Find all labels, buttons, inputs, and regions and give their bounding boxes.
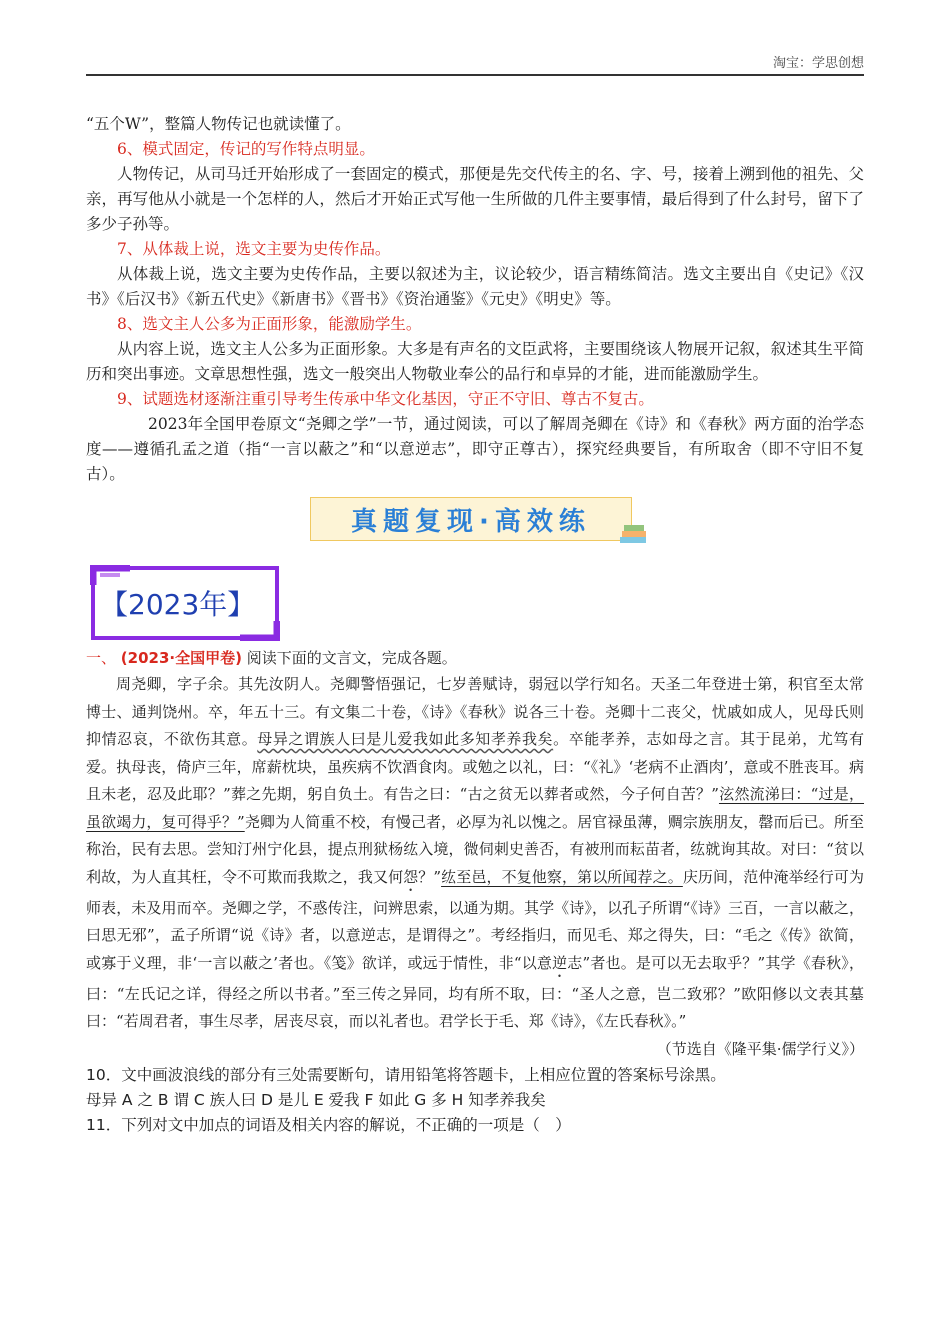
dotted-word-2: 逆	[552, 953, 568, 972]
intro-p6: 人物传记，从司马迁开始形成了一套固定的模式，那便是先交代传主的名、字、号，接着上溯到他的祖先、父亲，再写他从小就是一个怎样的人，然后才开始正式写他一生所做的几件主要事情，最后得到了什么封号，留下了多少子孙等。	[86, 165, 864, 233]
question-10: 10．文中画波浪线的部分有三处需要断句，请用铅笔将答题卡，上相应位置的答案标号涂黑。	[86, 1065, 726, 1084]
question-11: 11．下列对文中加点的词语及相关内容的解说，不正确的一项是（ ）	[86, 1115, 571, 1134]
passage-s4b: 志”者也。是可以无去取乎？”其学《春秋》，曰：“左氏记之详，得经之所以书者。”至三传之异同，均有所不取，曰：“圣人之意，岂二致邪？”欧阳修以文表其墓曰：“若周君者，事生尽孝，居丧尽哀，而以礼者也。君学长于毛、郑《诗》，《左氏春秋》。”	[86, 953, 864, 1030]
heading-6: 6、模式固定，传记的写作特点明显。	[117, 140, 375, 158]
intro-p0: “五个W”，整篇人物传记也就读懂了。	[86, 115, 351, 133]
passage-s3b: ？”	[418, 867, 442, 886]
heading-9: 9、试题选材逐渐注重引导考生传承中华文化基因，守正不守旧、尊古不复古。	[117, 390, 654, 408]
heading-7: 7、从体裁上说，选文主要为史传作品。	[117, 240, 391, 258]
passage-s3: 尧卿为人简重不校，有慢己者，必厚为礼以愧之。居官禄虽薄，赒宗族朋友，罄而后已。所至称治，民有去思。尝知汀州宁化县，提点刑狱杨纮入境，微伺刺史善否，有被刑而耘苗者，纮就询其故。对曰：“贫以利故，为人直其枉，令不可欺而我欺之，我又何	[86, 812, 864, 886]
books-icon	[618, 523, 650, 545]
source-note: （节选自《隆平集·儒学行义》）	[656, 1039, 864, 1058]
question-instruction: 阅读下面的文言文，完成各题。	[246, 649, 457, 667]
passage-s4: 庆历间，范仲淹举经行可为师表，未及用而卒。尧卿之学，不惑传注，问辨思索，以通为期。其学《诗》，以孔子所谓“《诗》三百，一言以蔽之，曰思无邪”，孟子所谓“说《诗》者，以意逆志，是谓得之”。考经指归，而见毛、郑之得失，曰：“毛之《传》欲简，或寡于义理，非‘一言以蔽之’者也。《笺》欲详，或远于情性，非“以意	[86, 867, 864, 972]
year-label: 【2023年】	[100, 588, 256, 621]
underline-1: 泫然流涕曰：“过是，虽欲竭力，复可得乎？”	[86, 785, 865, 831]
wavy-segment: 母异之谓族人曰是儿爱我如此多知孝养我矣	[257, 730, 554, 748]
passage-s2: 。卒能孝养，志如母之言。其于昆弟，尤笃有爱。执母丧，倚庐三年，席薪枕块，虽疾病不饮酒食肉。或勉之以礼，曰：“《礼》‘老病不止酒肉’，意或不胜丧耳。病且未老，忍及此耶？”葬之先期，躬自负土。有告之曰：“古之贫无以葬者或然，今子何自苦？”	[86, 730, 864, 803]
passage-s1: 周尧卿，字子余。其先汝阴人。尧卿警悟强记，七岁善赋诗，弱冠以学行知名。天圣二年登进士第，积官至太常博士、通判饶州。卒，年五十三。有文集二十卷，《诗》《春秋》说各三十卷。尧卿十二丧父，忧戚如成人，见母氏则抑情忍哀，不欲伤其意。	[86, 675, 864, 748]
question-source: (2023·全国甲卷)	[120, 649, 242, 667]
dotted-word-1: 怨	[403, 867, 419, 886]
year-badge	[90, 565, 276, 637]
banner-box	[310, 497, 632, 541]
question-number: 一、	[86, 649, 117, 667]
main-content	[86, 112, 864, 1138]
shop-label: 淘宝：学思创想	[772, 56, 864, 71]
heading-8: 8、选文主人公多为正面形象，能激励学生。	[117, 315, 422, 333]
intro-p9: 2023年全国甲卷原文“尧卿之学”一节，通过阅读，可以了解周尧卿在《诗》和《春秋》两方面的治学态度——遵循孔孟之道（指“一言以蔽之”和“以意逆志”，即守正尊古），探究经典要旨，有所取舍（即不守旧不复古）。	[86, 415, 864, 483]
intro-p8: 从内容上说，选文主人公多为正面形象。大多是有声名的文臣武将，主要围绕该人物展开记叙，叙述其生平简历和突出事迹。文章思想性强，选文一般突出人物敬业奉公的品行和卓异的才能，进而能激励学生。	[86, 340, 864, 383]
question-header	[86, 645, 864, 671]
page-header	[86, 52, 864, 76]
question-10-options: 母异 A 之 B 谓 C 族人曰 D 是儿 E 爱我 F 如此 G 多 H 知孝养我矣	[86, 1090, 546, 1109]
banner-title: 真题复现·高效练	[351, 506, 591, 537]
intro-p7: 从体裁上说，选文主要为史传作品，主要以叙述为主，议论较少，语言精练简洁。选文主要出自《史记》《汉书》《后汉书》《新五代史》《新唐书》《晋书》《资治通鉴》《元史》《明史》等。	[86, 265, 864, 308]
underline-2: 纮至邑，不复他察，第以所闻荐之。	[441, 867, 683, 886]
section-banner	[86, 497, 864, 559]
classical-passage	[86, 671, 864, 1036]
